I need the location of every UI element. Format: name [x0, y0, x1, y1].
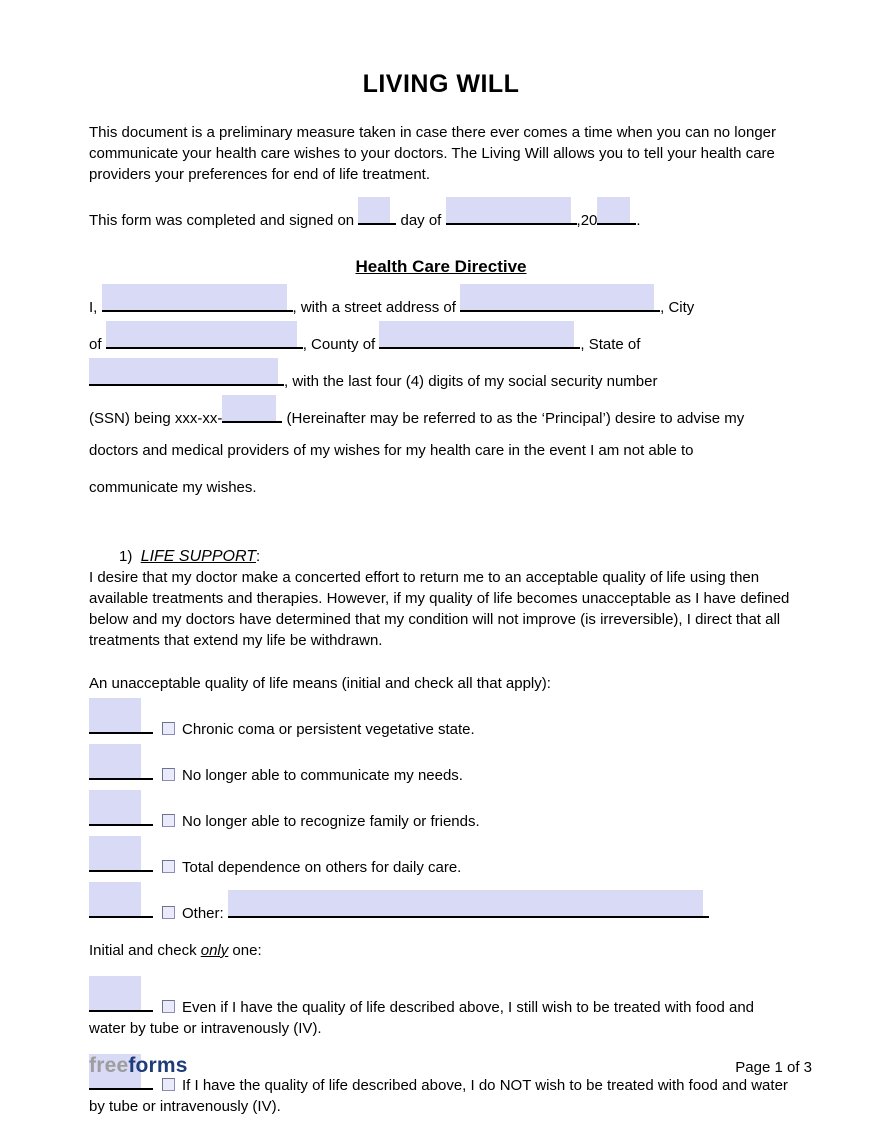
directive-text-2: , with a street address of [292, 299, 456, 316]
checkbox-feed[interactable] [162, 1000, 175, 1013]
directive-text-3: , City [660, 299, 695, 316]
page-footer [89, 1054, 812, 1078]
street-address-field-fill[interactable] [460, 284, 654, 310]
initials-field-communicate-fill[interactable] [89, 744, 141, 778]
option-label-recognize: No longer able to recognize family or friends. [182, 813, 480, 830]
directive-line-5 [89, 432, 793, 469]
only-prompt-before: Initial and check [89, 942, 201, 959]
option-label-other: Other: [182, 905, 224, 922]
option-row-coma [89, 698, 793, 740]
initials-field-feed[interactable] [89, 976, 153, 1012]
directive-text-8: (SSN) being xxx-xx- [89, 410, 223, 427]
initials-field-recognize[interactable] [89, 790, 153, 826]
month-field[interactable] [446, 197, 577, 225]
other-description-field-fill[interactable] [228, 890, 703, 916]
signed-line-period: . [636, 212, 641, 229]
checkbox-dependence[interactable] [162, 860, 175, 873]
directive-text-9: (Hereinafter may be referred to as the ‘Principal’) desire to advise my [286, 410, 745, 427]
signed-line-prefix: This form was completed and signed on [89, 212, 355, 229]
day-field[interactable] [358, 197, 396, 225]
name-field[interactable] [102, 284, 293, 312]
freeforms-logo [89, 1054, 188, 1078]
directive-text-1: I, [89, 299, 98, 316]
ssn-field[interactable] [222, 395, 282, 423]
month-field-fill[interactable] [446, 197, 571, 223]
life-support-colon: : [255, 548, 261, 565]
exclusive-option-label-feed: Even if I have the quality of life described above, I still wish to be treated with food and water by tube or intravenously (IV). [89, 999, 754, 1037]
initials-field-recognize-fill[interactable] [89, 790, 141, 824]
street-address-field[interactable] [460, 284, 660, 312]
directive-text-10: doctors and medical providers of my wishes for my health care in the event I am not able to [89, 442, 694, 459]
page-title: LIVING WILL [362, 70, 520, 98]
directive-text-5: , County of [302, 336, 376, 353]
state-field[interactable] [89, 358, 284, 386]
option-label-coma: Chronic coma or persistent vegetative state. [182, 721, 475, 738]
option-row-other [89, 882, 793, 924]
life-support-paragraph: I desire that my doctor make a concerted effort to return me to an acceptable quality of life using then available treatments and therapies. However, if my quality of life becomes unacceptable as I have defined below and my doctors have determined that my condition will not improve (is irreversible), I direct that all treatments that extend my life be withdrawn. [89, 569, 790, 649]
directive-text-6: , State of [580, 336, 641, 353]
ssn-field-fill[interactable] [222, 395, 276, 421]
page-number: Page 1 of 3 [735, 1059, 812, 1076]
other-description-field[interactable] [228, 890, 709, 918]
city-field-fill[interactable] [106, 321, 297, 347]
life-support-title: LIFE SUPPORT [140, 548, 256, 565]
checkbox-no-feed[interactable] [162, 1078, 175, 1091]
initials-field-communicate[interactable] [89, 744, 153, 780]
option-row-recognize [89, 790, 793, 832]
logo-forms-text: forms [128, 1054, 188, 1077]
directive-line-6 [89, 469, 793, 506]
checkbox-coma[interactable] [162, 722, 175, 735]
initials-field-feed-fill[interactable] [89, 976, 141, 1010]
city-field[interactable] [106, 321, 303, 349]
option-row-communicate [89, 744, 793, 786]
option-label-communicate: No longer able to communicate my needs. [182, 767, 463, 784]
life-support-heading [89, 546, 793, 567]
quality-prompt: An unacceptable quality of life means (initial and check all that apply): [89, 675, 551, 692]
only-prompt-after: one: [228, 942, 262, 959]
life-support-number: 1) [119, 548, 133, 565]
checkbox-communicate[interactable] [162, 768, 175, 781]
year-field[interactable] [597, 197, 636, 225]
directive-line-3 [89, 358, 793, 395]
state-field-fill[interactable] [89, 358, 278, 384]
county-field[interactable] [379, 321, 580, 349]
initials-field-coma[interactable] [89, 698, 153, 734]
signed-line-day-of: day of [400, 212, 442, 229]
initials-field-dependence-fill[interactable] [89, 836, 141, 870]
initials-field-other-fill[interactable] [89, 882, 141, 916]
only-one-prompt [89, 940, 793, 961]
signed-line [89, 197, 793, 242]
directive-text-7: , with the last four (4) digits of my social security number [284, 373, 658, 390]
year-field-fill[interactable] [597, 197, 630, 223]
intro-paragraph: This document is a preliminary measure taken in case there ever comes a time when you can no longer communicate your health care wishes to your doctors. The Living Will allows you to tell your health care providers your preferences for end of life treatment. [89, 124, 777, 183]
checkbox-recognize[interactable] [162, 814, 175, 827]
directive-line-1 [89, 284, 793, 321]
day-field-fill[interactable] [358, 197, 390, 223]
exclusive-option-label-no-feed: If I have the quality of life described above, I do NOT wish to be treated with food and water by tube or intravenously (IV). [89, 1077, 788, 1115]
directive-line-4 [89, 395, 793, 432]
signed-line-year-prefix: ,20 [576, 212, 598, 229]
option-label-dependence: Total dependence on others for daily care. [182, 859, 462, 876]
directive-text-11: communicate my wishes. [89, 479, 257, 496]
initials-field-coma-fill[interactable] [89, 698, 141, 732]
county-field-fill[interactable] [379, 321, 574, 347]
checkbox-other[interactable] [162, 906, 175, 919]
initials-field-other[interactable] [89, 882, 153, 918]
logo-free-text: free [89, 1054, 129, 1077]
initials-field-dependence[interactable] [89, 836, 153, 872]
option-row-dependence [89, 836, 793, 878]
name-field-fill[interactable] [102, 284, 287, 310]
only-prompt-word: only [200, 942, 229, 959]
exclusive-option-row-feed [89, 976, 793, 1039]
section-heading: Health Care Directive [355, 257, 527, 276]
directive-line-2 [89, 321, 793, 358]
directive-text-4: of [89, 336, 102, 353]
